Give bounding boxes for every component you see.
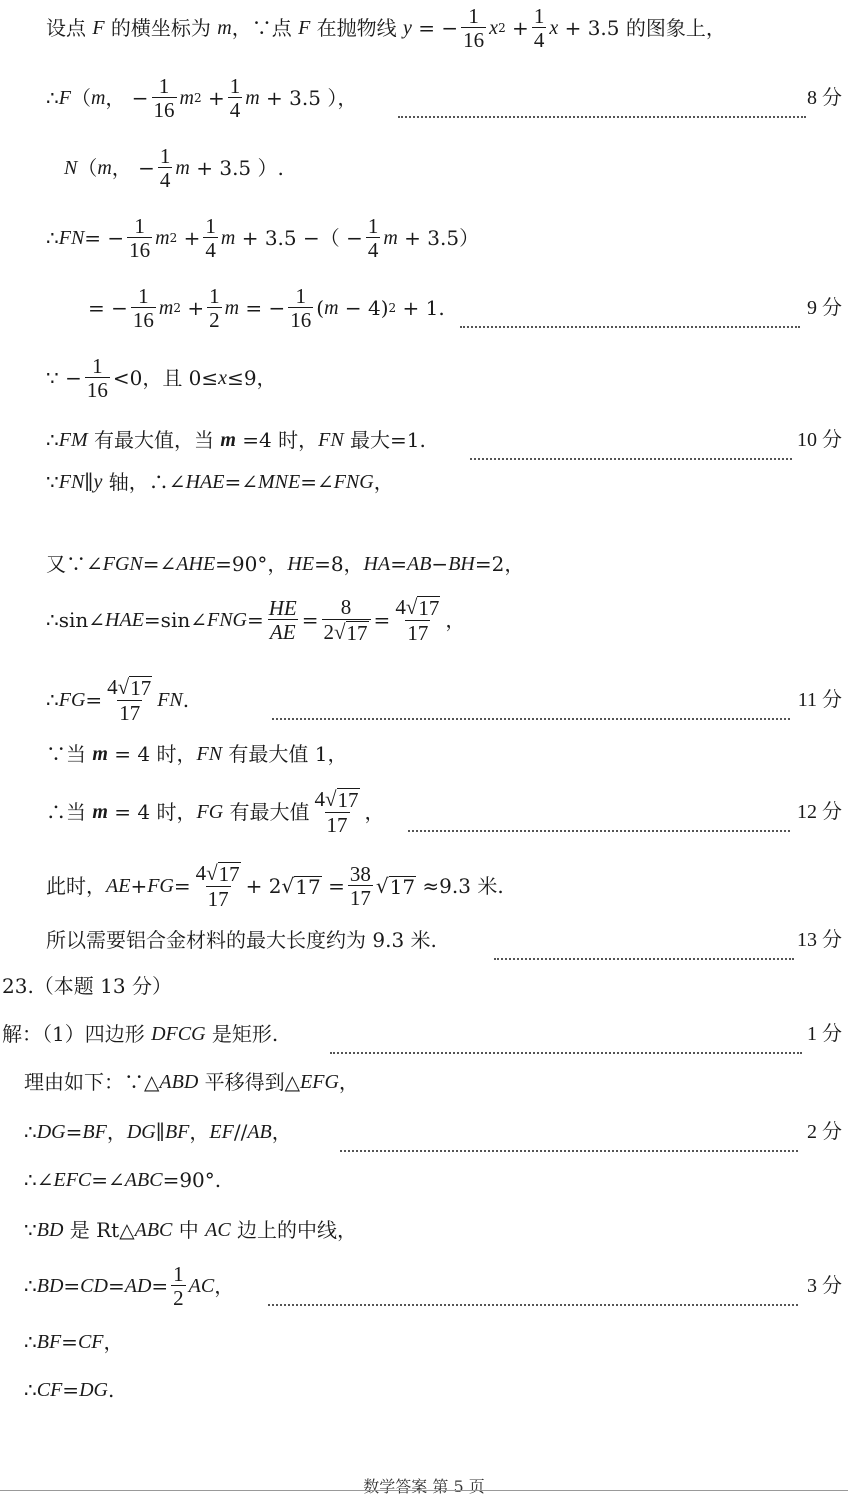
solution-line: ∴sin∠ HAE =sin∠ FNG = $\frac{HE}{AE}$ = 8 2√ 17 = 4√ 17 17 ， — [46, 595, 466, 645]
leader-dots — [330, 1014, 802, 1066]
solution-line: = − $\frac{1}{16}$ m 2 + $\frac{1}{2}$ m = − $\frac{1}{16}$ ( m − 4) 2 + 1. 9 分 — [0, 288, 848, 328]
solution-line: ∴∠ EFC =∠ ABC =90°. — [24, 1168, 222, 1192]
solution-line: ∵ FN ∥ y 轴，∴∠ HAE =∠ MNE =∠ FNG ， — [46, 470, 394, 494]
solution-line: ∵ BD 是 Rt△ ABC 中 AC 边上的中线， — [24, 1218, 358, 1242]
solution-line: 此时， AE + FG = 4√ 17 17 + 2 √ 17 = $\frac{38}{17}$ √ 17 ≈9.3 米. — [46, 861, 504, 911]
solution-line: ∴ FG = 4√ 17 17 FN . 11 分 — [0, 680, 848, 720]
question-heading: 23.（本题 13 分） — [2, 974, 172, 998]
solution-line: 解：（1）四边形 DFCG 是矩形. 1 分 — [0, 1014, 848, 1054]
leader-dots — [340, 1112, 798, 1164]
footer-divider — [0, 1490, 848, 1491]
solution-line: ∴ DG = BF ， DG ∥ BF ， EF // AB ， 2 分 — [0, 1112, 848, 1152]
score-label: 13 分 — [797, 929, 842, 951]
solution-line: 所以需要铝合金材料的最大长度约为 9.3 米. 13 分 — [0, 920, 848, 960]
solution-line: ∴ FN = − $\frac{1}{16}$ m 2 + $\frac{1}{4}$ m + 3.5 −（ − $\frac{1}{4}$ m + 3.5） — [46, 213, 480, 262]
solution-line: ∴当 m = 4 时， FG 有最大值 4√ 17 17 ， 12 分 — [0, 792, 848, 832]
solution-line: ∴ BD = CD = AD = $\frac{1}{2}$ AC ， 3 分 — [0, 1266, 848, 1306]
score-label: 2 分 — [807, 1121, 842, 1143]
solution-line: 又∵∠ FGN =∠ AHE =90°， HE =8， HA = AB − BH =2， — [46, 552, 525, 576]
leader-dots — [494, 920, 794, 972]
score-label: 12 分 — [797, 801, 842, 823]
score-label: 9 分 — [807, 297, 842, 319]
solution-line: 理由如下：∵△ ABD 平移得到△ EFG ， — [24, 1070, 359, 1094]
leader-dots — [408, 792, 790, 844]
solution-line: N （ m ， − $\frac{1}{4}$ m + 3.5 ）. — [64, 143, 284, 192]
solution-line: ∴ F （ m ， − $\frac{1}{16}$ m 2 + $\frac{1}{4}$ m + 3.5 ）， 8 分 — [0, 78, 848, 118]
leader-dots — [460, 288, 800, 340]
solution-line: ∵ − $\frac{1}{16}$ <0，且 0≤ x ≤9， — [46, 353, 277, 402]
score-label: 11 分 — [797, 689, 842, 711]
solution-line: ∴ CF = DG . — [24, 1378, 115, 1402]
leader-dots — [268, 1266, 798, 1318]
solution-line: 设点 F 的横坐标为 m ，∵点 F 在抛物线 y = − $\frac{1}{16}$ x 2 + $\frac{1}{4}$ x + 3.5 的图象上， — [46, 3, 726, 52]
score-label: 3 分 — [807, 1275, 842, 1297]
solution-line: ∵当 m = 4 时， FN 有最大值 1， — [46, 742, 348, 766]
solution-line: ∴ FM 有最大值，当 m =4 时， FN 最大=1. 10 分 — [0, 420, 848, 460]
leader-dots — [272, 680, 790, 732]
solution-line: ∴ BF = CF ， — [24, 1330, 124, 1354]
leader-dots — [398, 78, 806, 130]
page-footer: 数学答案 第 5 页 — [363, 1477, 485, 1496]
score-label: 8 分 — [807, 87, 842, 109]
score-label: 10 分 — [797, 429, 842, 451]
score-label: 1 分 — [807, 1023, 842, 1045]
